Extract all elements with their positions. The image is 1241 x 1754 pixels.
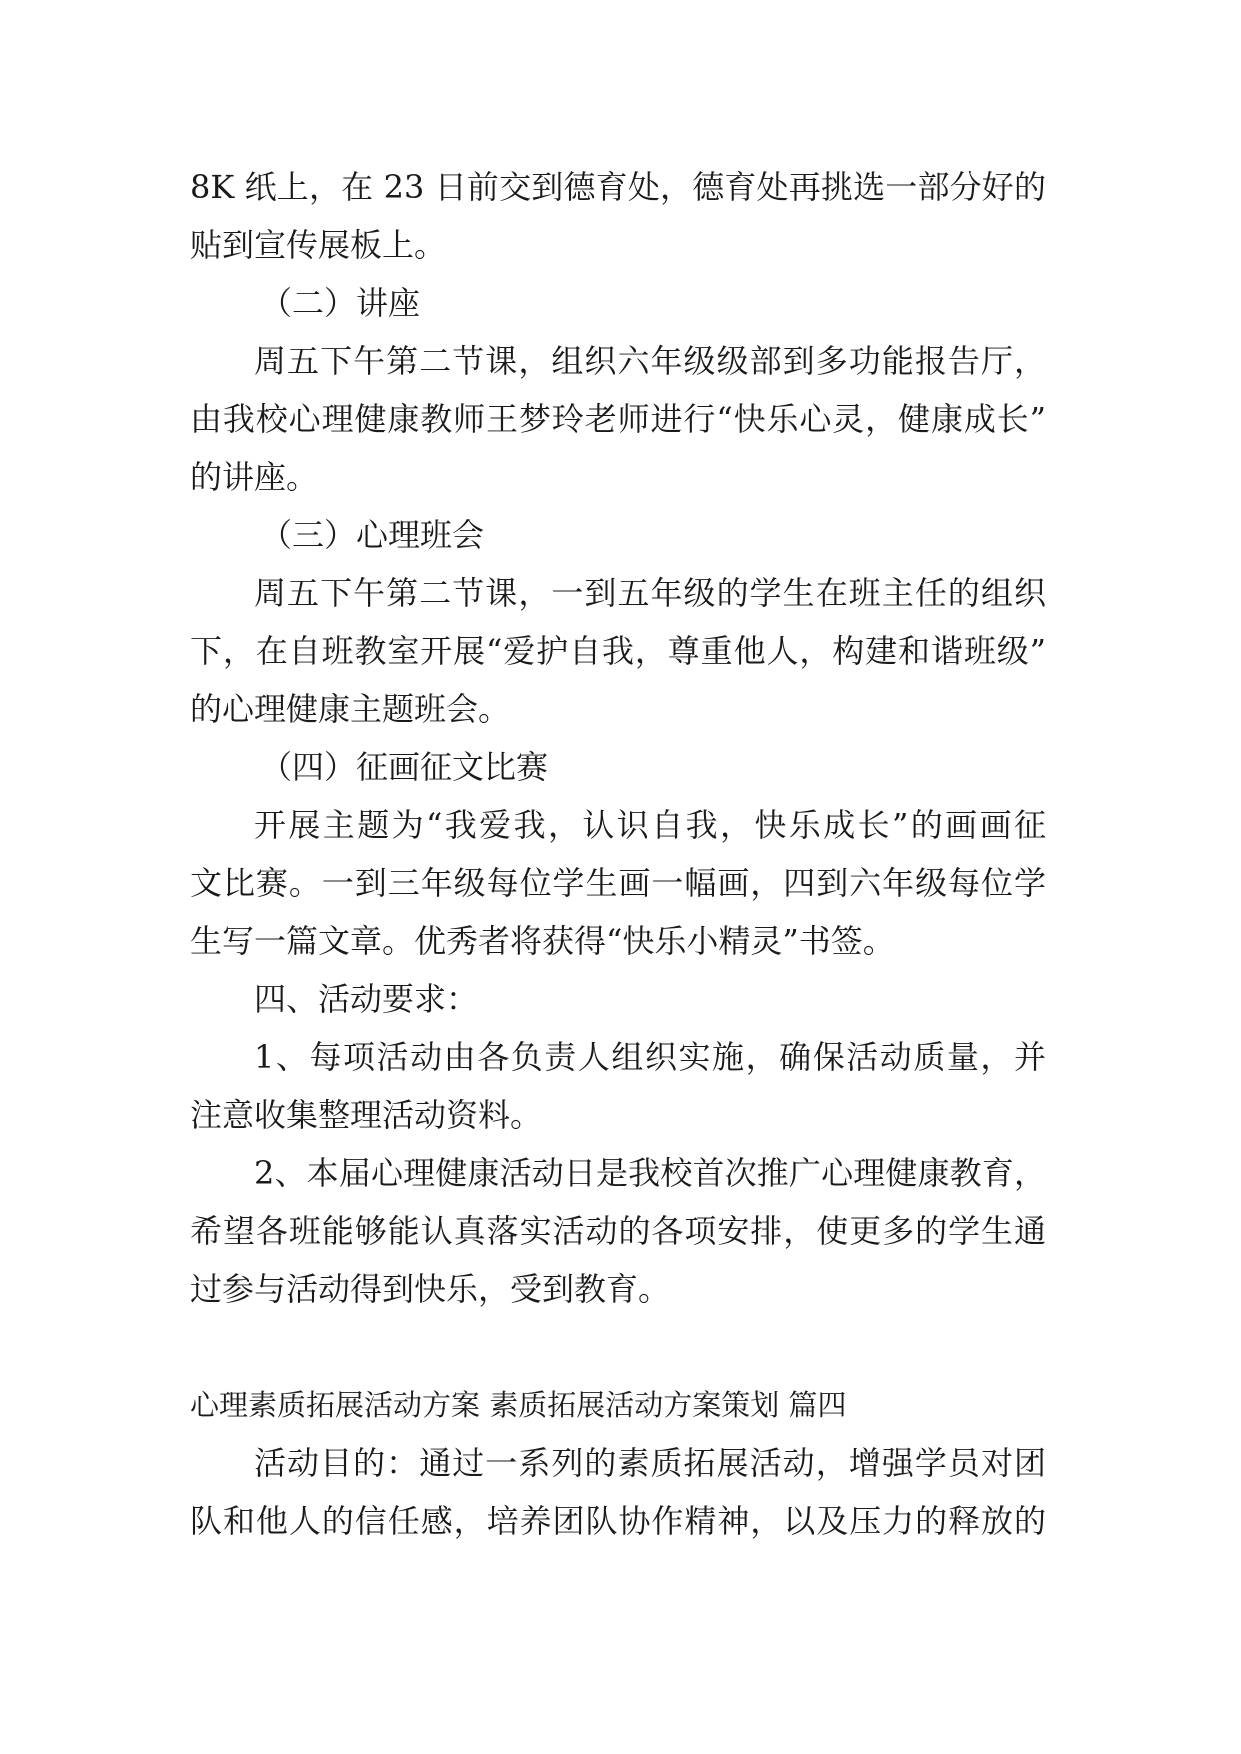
paragraph-line: 由我校心理健康教师王梦玲老师进行“快乐心灵，健康成长” (190, 400, 1046, 438)
paragraph-line: 下，在自班教室开展“爱护自我，尊重他人，构建和谐班级” (190, 632, 1046, 670)
paragraph-line: 的心理健康主题班会。 (190, 690, 511, 728)
paragraph-line: 2、本届心理健康活动日是我校首次推广心理健康教育， (254, 1154, 1046, 1192)
paragraph-line: 的讲座。 (190, 458, 319, 496)
section-heading: 四、活动要求： (254, 980, 479, 1018)
paragraph-line: 周五下午第二节课，一到五年级的学生在班主任的组织 (254, 574, 1046, 612)
paragraph-line: 希望各班能够能认真落实活动的各项安排，使更多的学生通 (190, 1212, 1046, 1250)
section-heading: （四）征画征文比赛 (260, 748, 549, 786)
paragraph-line: 过参与活动得到快乐，受到教育。 (190, 1270, 671, 1308)
paragraph-line: 活动目的：通过一系列的素质拓展活动，增强学员对团 (254, 1444, 1046, 1482)
paragraph-line: 1、每项活动由各负责人组织实施，确保活动质量，并 (254, 1038, 1046, 1076)
paragraph-line: 8K 纸上，在 23 日前交到德育处，德育处再挑选一部分好的 (190, 168, 1046, 206)
section-heading: （二）讲座 (260, 284, 421, 322)
paragraph-line: 生写一篇文章。优秀者将获得“快乐小精灵”书签。 (190, 922, 895, 960)
paragraph-line: 注意收集整理活动资料。 (190, 1096, 543, 1134)
paragraph-line: 开展主题为“我爱我，认识自我，快乐成长”的画画征 (254, 806, 1046, 844)
paragraph-line: 队和他人的信任感，培养团队协作精神，以及压力的释放的 (190, 1502, 1046, 1540)
paragraph-line: 周五下午第二节课，组织六年级级部到多功能报告厅， (254, 342, 1046, 380)
paragraph-line: 贴到宣传展板上。 (190, 226, 447, 264)
section-heading: （三）心理班会 (260, 516, 485, 554)
paragraph-line: 文比赛。一到三年级每位学生画一幅画，四到六年级每位学 (190, 864, 1046, 902)
article-title: 心理素质拓展活动方案 素质拓展活动方案策划 篇四 (190, 1388, 847, 1422)
